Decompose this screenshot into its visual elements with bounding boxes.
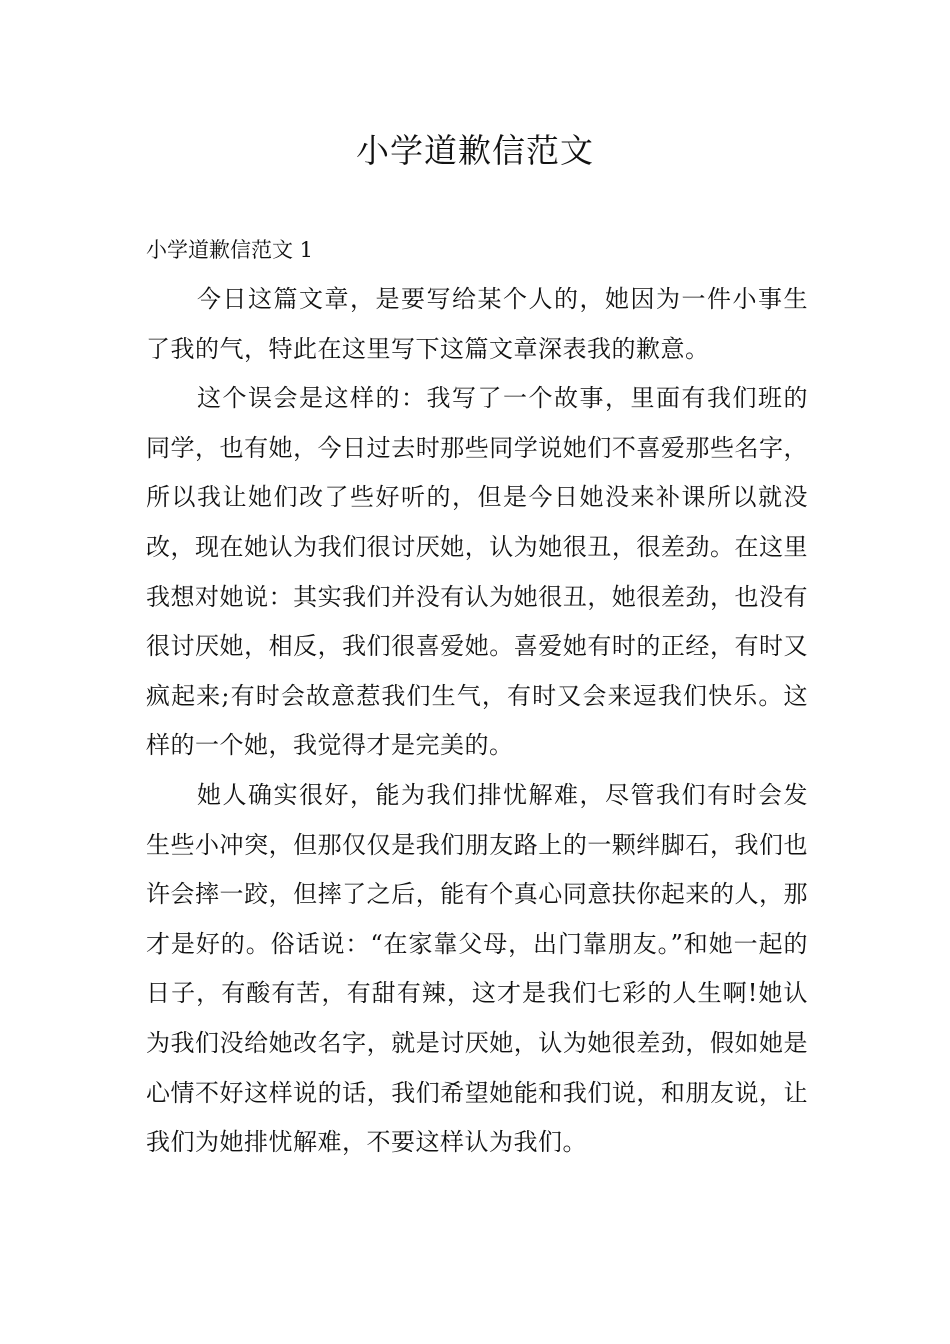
document-title: 小学道歉信范文 [356, 131, 594, 170]
section-heading: 小学道歉信范文 1 [146, 238, 314, 262]
paragraph: 她人确实很好，能为我们排忧解难，尽管我们有时会发生些小冲突，但那仅仅是我们朋友路上的一颗绊脚石，我们也许会摔一跤，但摔了之后，能有个真心同意扶你起来的人，那才是好的。俗话说：“在家靠父母，出门靠朋友。”和她一起的日子，有酸有苦，有甜有辣，这才是我们七彩的人生啊!她认为我们没给她改名字，就是讨厌她，认为她很差劲，假如她是心情不好这样说的话，我们希望她能和我们说，和朋友说，让我们为她排忧解难，不要这样认为我们。 [146, 780, 808, 1157]
paragraph: 今日这篇文章，是要写给某个人的，她因为一件小事生了我的气，特此在这里写下这篇文章深表我的歉意。 [146, 285, 808, 363]
paragraph: 这个误会是这样的：我写了一个故事，里面有我们班的同学，也有她，今日过去时那些同学说她们不喜爱那些名字，所以我让她们改了些好听的，但是今日她没来补课所以就没改，现在她认为我们很讨厌她，认为她很丑，很差劲。在这里我想对她说：其实我们并没有认为她很丑，她很差劲，也没有很讨厌她，相反，我们很喜爱她。喜爱她有时的正经，有时又疯起来;有时会故意惹我们生气，有时又会来逗我们快乐。这样的一个她，我觉得才是完美的。 [146, 384, 808, 760]
document-body [146, 275, 808, 1168]
